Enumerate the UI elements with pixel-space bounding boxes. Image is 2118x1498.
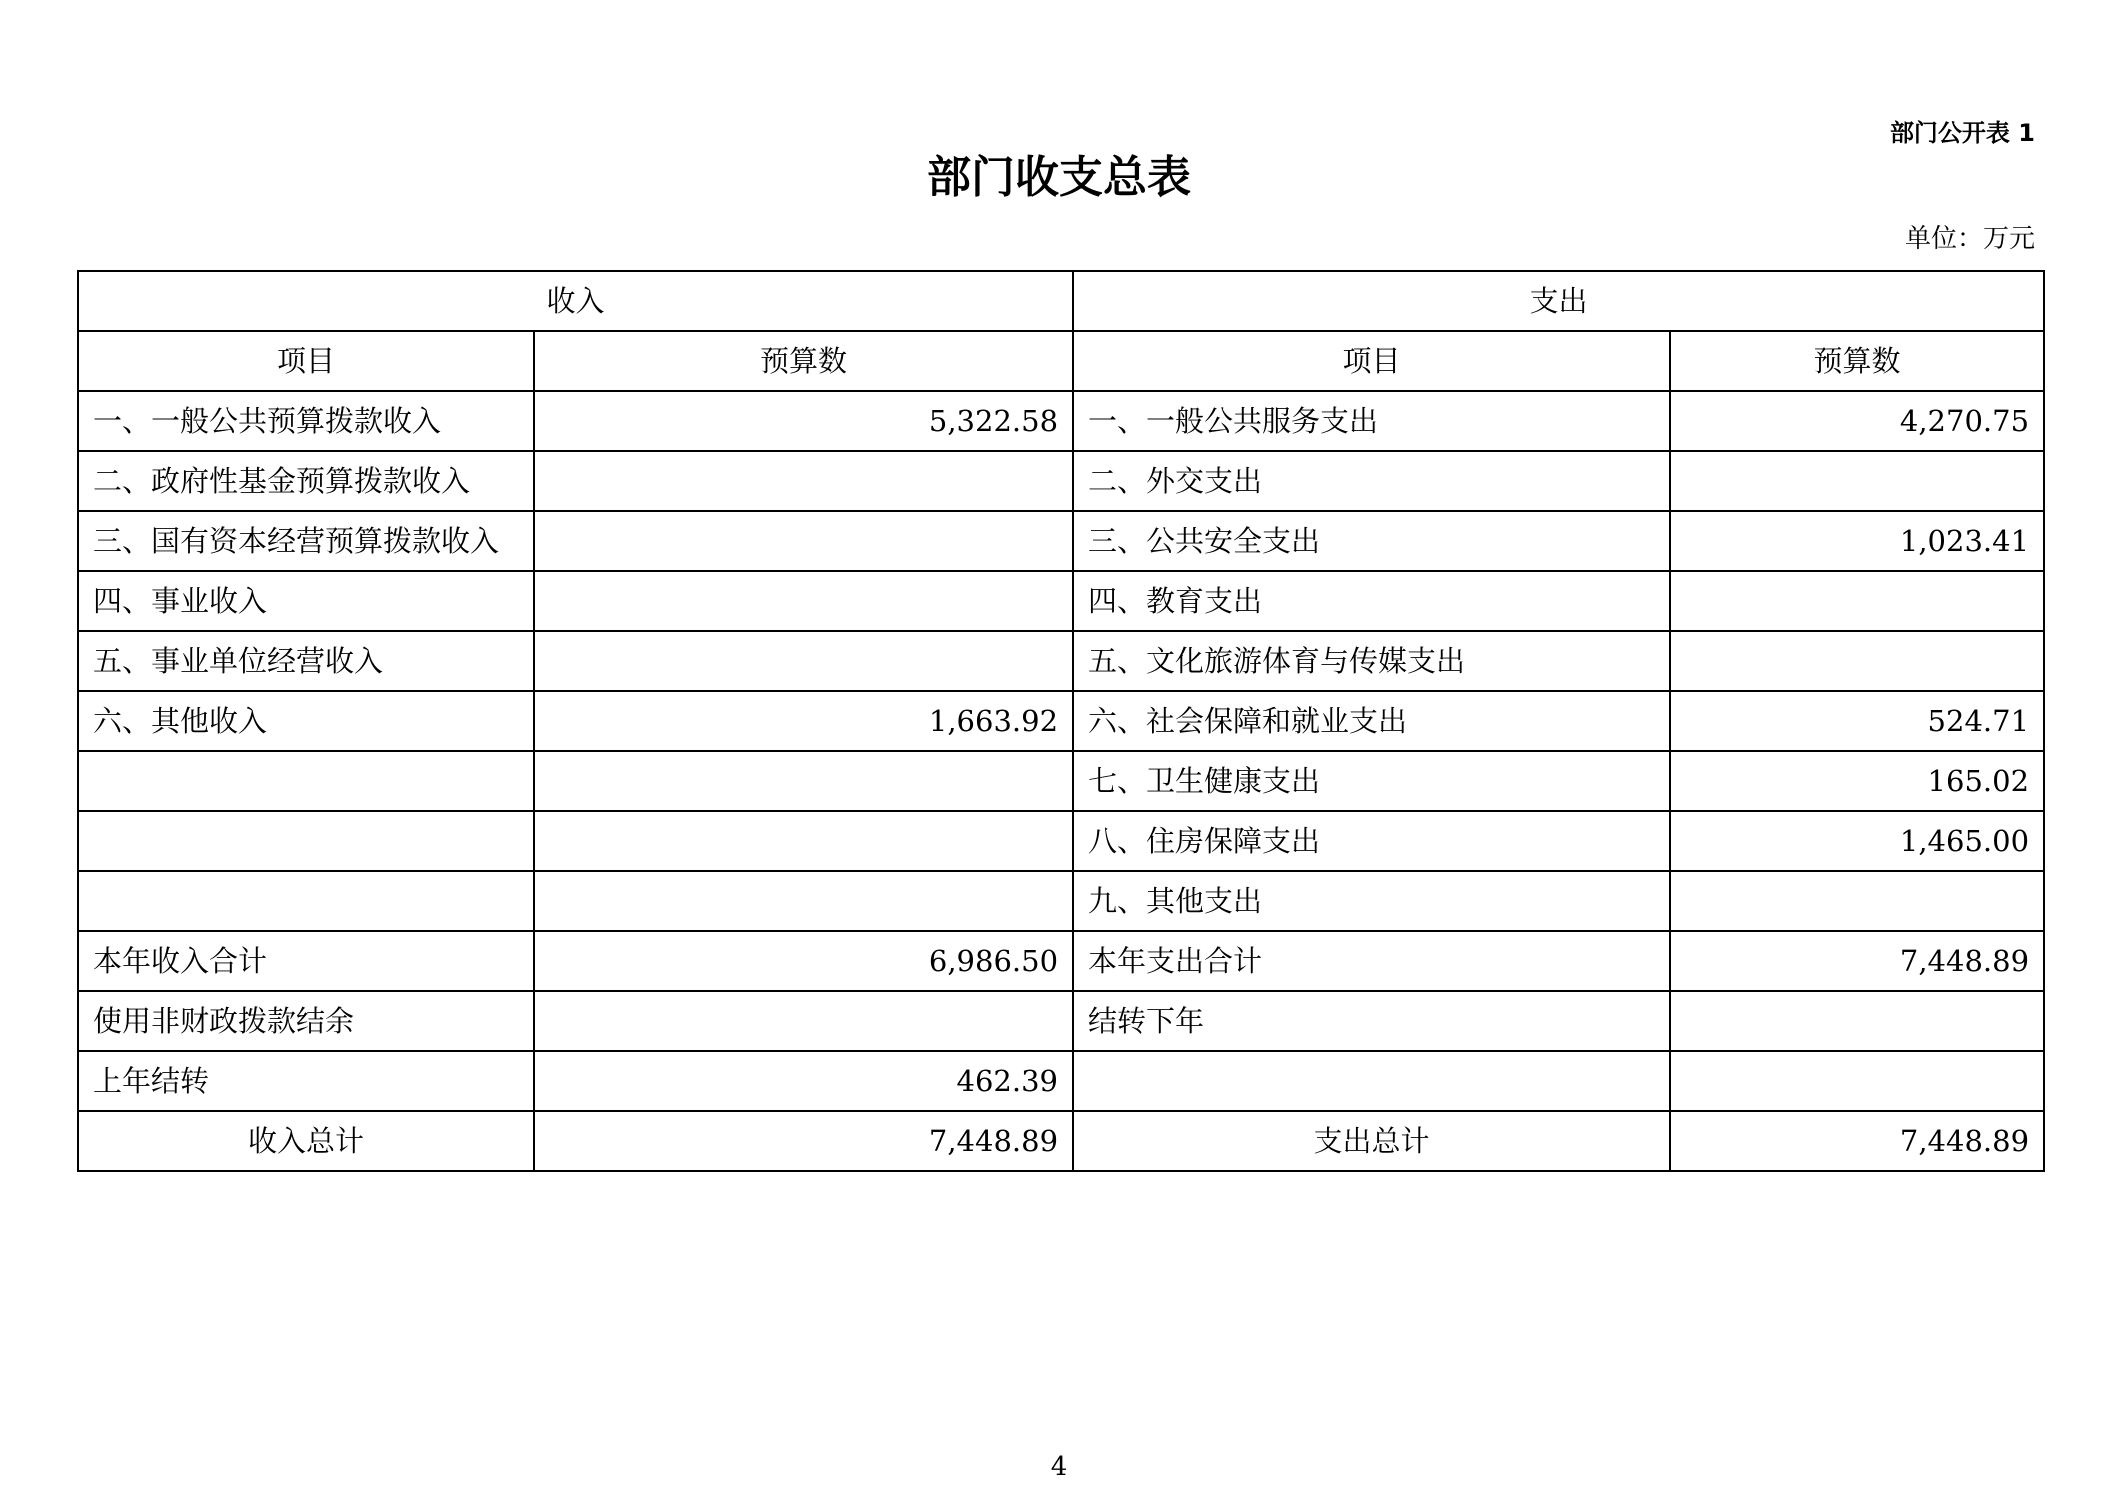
income-item-cell: 本年收入合计 bbox=[78, 931, 534, 991]
column-header-row bbox=[78, 331, 2044, 391]
income-item-cell: 五、事业单位经营收入 bbox=[78, 631, 534, 691]
table-row bbox=[78, 391, 2044, 451]
table-row bbox=[78, 991, 2044, 1051]
income-total-label: 收入总计 bbox=[78, 1111, 534, 1171]
income-item-cell: 二、政府性基金预算拨款收入 bbox=[78, 451, 534, 511]
group-header-row bbox=[78, 271, 2044, 331]
expenditure-item-cell: 七、卫生健康支出 bbox=[1073, 751, 1670, 811]
income-amount-cell bbox=[534, 451, 1073, 511]
income-item-cell: 六、其他收入 bbox=[78, 691, 534, 751]
expenditure-item-cell: 四、教育支出 bbox=[1073, 571, 1670, 631]
income-amount-cell: 5,322.58 bbox=[534, 391, 1073, 451]
income-item-cell bbox=[78, 871, 534, 931]
table-row bbox=[78, 631, 2044, 691]
page-number: 4 bbox=[1050, 1452, 1068, 1482]
income-amount-cell bbox=[534, 871, 1073, 931]
table-row bbox=[78, 451, 2044, 511]
income-item-cell: 一、一般公共预算拨款收入 bbox=[78, 391, 534, 451]
expenditure-item-cell bbox=[1073, 1051, 1670, 1111]
income-item-cell: 上年结转 bbox=[78, 1051, 534, 1111]
unit-label: 单位：万元 bbox=[1904, 224, 2035, 254]
expenditure-amount-cell: 1,465.00 bbox=[1670, 811, 2044, 871]
form-id: 部门公开表 1 bbox=[1889, 119, 2035, 147]
expenditure-amount-cell bbox=[1670, 571, 2044, 631]
expenditure-item-cell: 二、外交支出 bbox=[1073, 451, 1670, 511]
income-item-cell: 三、国有资本经营预算拨款收入 bbox=[78, 511, 534, 571]
expenditure-item-cell: 六、社会保障和就业支出 bbox=[1073, 691, 1670, 751]
income-amount-cell: 1,663.92 bbox=[534, 691, 1073, 751]
income-item-cell bbox=[78, 811, 534, 871]
expenditure-item-cell: 一、一般公共服务支出 bbox=[1073, 391, 1670, 451]
expenditure-item-cell: 九、其他支出 bbox=[1073, 871, 1670, 931]
expenditure-item-cell: 五、文化旅游体育与传媒支出 bbox=[1073, 631, 1670, 691]
table-row bbox=[78, 511, 2044, 571]
expenditure-amount-cell: 7,448.89 bbox=[1670, 931, 2044, 991]
expenditure-item-cell: 三、公共安全支出 bbox=[1073, 511, 1670, 571]
income-total-amount: 7,448.89 bbox=[534, 1111, 1073, 1171]
income-amount-cell bbox=[534, 811, 1073, 871]
expenditure-item-cell: 八、住房保障支出 bbox=[1073, 811, 1670, 871]
income-amount-cell bbox=[534, 511, 1073, 571]
expenditure-total-amount: 7,448.89 bbox=[1670, 1111, 2044, 1171]
income-item-cell bbox=[78, 751, 534, 811]
table-row bbox=[78, 1051, 2044, 1111]
income-group-header: 收入 bbox=[78, 271, 1073, 331]
income-amount-cell bbox=[534, 751, 1073, 811]
table-row bbox=[78, 571, 2044, 631]
expenditure-amount-cell bbox=[1670, 631, 2044, 691]
expenditure-amount-cell bbox=[1670, 991, 2044, 1051]
table-row bbox=[78, 931, 2044, 991]
income-amount-cell: 6,986.50 bbox=[534, 931, 1073, 991]
income-amount-cell bbox=[534, 571, 1073, 631]
expenditure-total-label: 支出总计 bbox=[1073, 1111, 1670, 1171]
totals-row bbox=[78, 1111, 2044, 1171]
expenditure-amount-cell: 524.71 bbox=[1670, 691, 2044, 751]
expenditure-amount-cell: 4,270.75 bbox=[1670, 391, 2044, 451]
income-amount-cell bbox=[534, 631, 1073, 691]
income-item-cell: 四、事业收入 bbox=[78, 571, 534, 631]
table-row bbox=[78, 691, 2044, 751]
table-row bbox=[78, 871, 2044, 931]
expenditure-amount-cell bbox=[1670, 871, 2044, 931]
table-row bbox=[78, 751, 2044, 811]
income-item-cell: 使用非财政拨款结余 bbox=[78, 991, 534, 1051]
income-item-header: 项目 bbox=[78, 331, 534, 391]
expenditure-item-header: 项目 bbox=[1073, 331, 1670, 391]
page-title: 部门收支总表 bbox=[927, 152, 1191, 203]
budget-summary-table bbox=[77, 270, 2045, 1172]
expenditure-group-header: 支出 bbox=[1073, 271, 2044, 331]
expenditure-amount-cell bbox=[1670, 1051, 2044, 1111]
expenditure-item-cell: 本年支出合计 bbox=[1073, 931, 1670, 991]
table-row bbox=[78, 811, 2044, 871]
expenditure-amount-cell: 1,023.41 bbox=[1670, 511, 2044, 571]
income-amount-cell bbox=[534, 991, 1073, 1051]
income-amount-header: 预算数 bbox=[534, 331, 1073, 391]
expenditure-amount-cell bbox=[1670, 451, 2044, 511]
expenditure-amount-header: 预算数 bbox=[1670, 331, 2044, 391]
expenditure-amount-cell: 165.02 bbox=[1670, 751, 2044, 811]
expenditure-item-cell: 结转下年 bbox=[1073, 991, 1670, 1051]
income-amount-cell: 462.39 bbox=[534, 1051, 1073, 1111]
